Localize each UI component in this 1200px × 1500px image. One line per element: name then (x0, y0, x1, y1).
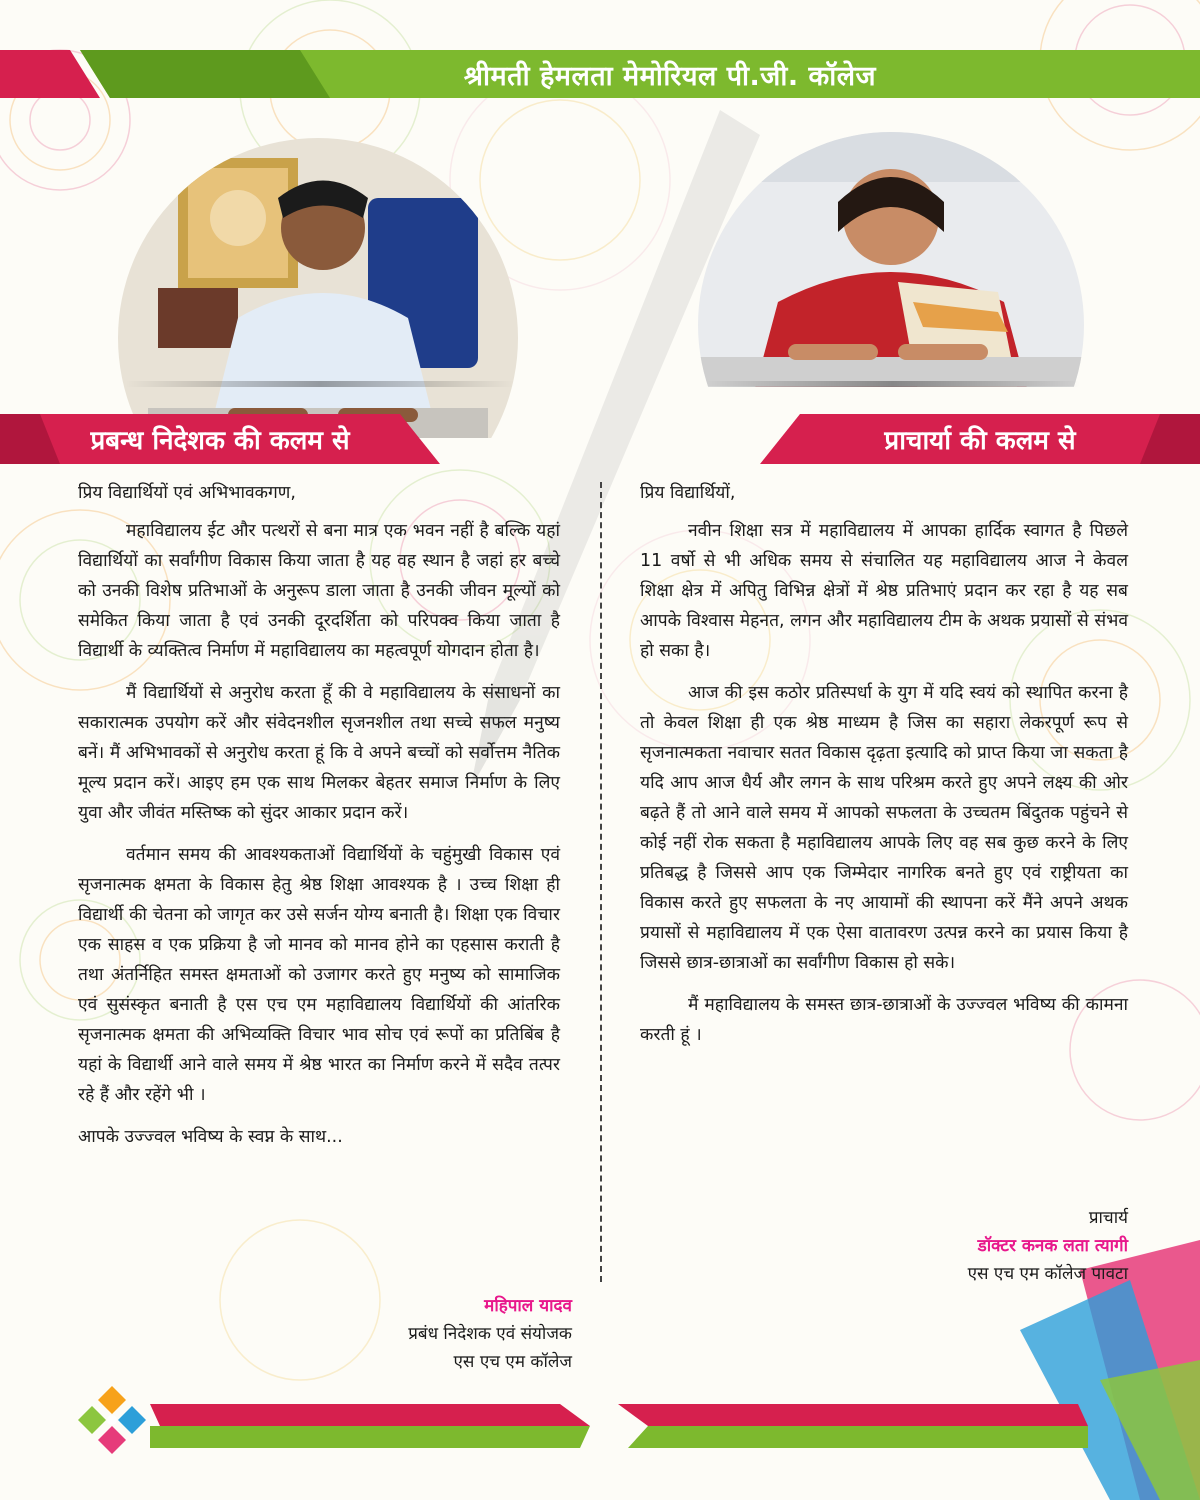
principal-salutation: प्रिय विद्यार्थियों, (640, 483, 736, 503)
principal-section-header (760, 414, 1200, 464)
photo-shadow-right (705, 381, 1080, 387)
director-paragraph-2: मैं विद्यार्थियों से अनुरोध करता हूँ की वे महाविद्यालय के संसाधनों का सकारात्मक उपयोग करें और संवेदनशील सृजनशील तथा सच्चे सफल मनुष्य बनें। मैं अभिभावकों से अनुरोध करता हूं कि वे अपने बच्चों को सर्वोत्तम नैतिक मूल्य प्रदान करें। आइए हम एक साथ मिलकर बेहतर समाज निर्माण के लिए युवा और जीवंत मस्तिष्क को सुंदर आकार प्रदान करें। (78, 683, 560, 823)
principal-paragraph-1: नवीन शिक्षा सत्र में महाविद्यालय में आपका हार्दिक स्वागत है पिछले 11 वर्षो से भी अधिक समय से संचालित यह महाविद्यालय आज ने केवल शिक्षा क्षेत्र में अपितु विभिन्न क्षेत्रों में श्रेष्ठ प्रतिभाएं प्रदान कर रहा है यह सब आपके विश्वास मेहनत, लगन और महाविद्यालय टीम के अथक प्रयासों से संभव हो सका है। (640, 521, 1128, 661)
principal-name: डॉक्टर कनक लता त्यागी (977, 1236, 1128, 1256)
director-closing: आपके उज्ज्वल भविष्य के स्वप्न के साथ... (78, 1127, 343, 1147)
principal-message (640, 478, 1128, 1062)
college-logo-icon (70, 1378, 154, 1462)
director-section-header (0, 414, 440, 464)
principal-role: प्राचार्य (1088, 1208, 1128, 1228)
director-message (78, 478, 560, 1164)
principal-signature-block (768, 1204, 1128, 1288)
college-name-title: श्रीमती हेमलता मेमोरियल पी.जी. कॉलेज (463, 61, 877, 92)
director-paragraph-1: महाविद्यालय ईट और पत्थरों से बना मात्र एक भवन नहीं है बल्कि यहां विद्यार्थियों का सर्वांगीण विकास किया जाता है यह वह स्थान है जहां हर बच्चे को उनकी विशेष प्रतिभाओं के अनुरूप डाला जाता है उनकी जीवन मूल्यों को समेकित किया जाता है एवं उनकी दूरदर्शिता को परिपक्व किया जाता है विद्यार्थी के व्यक्तित्व निर्माण में महाविद्यालय का महत्वपूर्ण योगदान होता है। (78, 521, 560, 661)
principal-section-heading: प्राचार्या की कलम से (884, 426, 1076, 456)
director-paragraph-3: वर्तमान समय की आवश्यकताओं विद्यार्थियों के चहुंमुखी विकास एवं सृजनात्मक क्षमता के विकास हेतु श्रेष्ठ शिक्षा आवश्यक है । उच्च शिक्षा ही विद्यार्थी की चेतना को जागृत कर उसे सर्जन योग्य बनाती है। शिक्षा एक विचार एक साहस व एक प्रक्रिया है जो मानव को मानव होने का एहसास कराती है तथा अंतर्निहित समस्त क्षमताओं को उजागर करते हुए मनुष्य को सामाजिक एवं सुसंस्कृत बनाती है एस एच एम महाविद्यालय विद्यार्थियों की आंतरिक सृजनात्मक क्षमता की अभिव्यक्ति विचार भाव सोच एवं रूपों का प्रतिबिंब है यहां के विद्यार्थी आने वाले समय में श्रेष्ठ भारत का निर्माण करने में सदैव तत्पर रहे हैं और रहेंगे भी । (78, 845, 560, 1105)
bottom-band-right (618, 1404, 1098, 1448)
principal-paragraph-2: आज की इस कठोर प्रतिस्पर्धा के युग में यदि स्वयं को स्थापित करना है तो केवल शिक्षा ही एक श्रेष्ठ माध्यम है जिस का सहारा लेकरपूर्ण रूप से सृजनात्मकता नवाचार सतत विकास दृढ़ता इत्यादि को प्राप्त किया जा सकता है यदि आप आज धैर्य और लगन के साथ परिश्रम करते हुए अपने लक्ष्य की ओर बढ़ते हैं तो आने वाले समय में आपको सफलता के उच्चतम बिंदुतक पहुंचने से कोई नहीं रोक सकता है महाविद्यालय आपके लिए वह सब कुछ करने के लिए प्रतिबद्ध है जिससे आप एक जिम्मेदार नागरिक बनते हुए एवं राष्ट्रीयता का विकास करते हुए सफलता के नए आयामों की स्थापना करें मैंने अपने अथक प्रयासों से महाविद्यालय में एक ऐसा वातावरण उत्पन्न करने का प्रयास किया है जिससे छात्र-छात्राओं का सर्वांगीण विकास हो सके। (640, 683, 1128, 973)
director-signature-block (212, 1292, 572, 1376)
director-name: महिपाल यादव (484, 1296, 572, 1316)
director-title: प्रबंध निदेशक एवं संयोजक (408, 1324, 572, 1344)
director-org: एस एच एम कॉलेज (453, 1352, 572, 1372)
director-salutation: प्रिय विद्यार्थियों एवं अभिभावकगण, (78, 483, 296, 503)
photo-shadow-left (125, 381, 515, 387)
column-divider (600, 482, 602, 1282)
director-section-heading: प्रबन्ध निदेशक की कलम से (90, 426, 350, 456)
principal-paragraph-3: मैं महाविद्यालय के समस्त छात्र-छात्राओं के उज्ज्वल भविष्य की कामना करती हूं । (640, 995, 1128, 1045)
principal-org: एस एच एम कॉलेज पावटा (967, 1264, 1128, 1284)
